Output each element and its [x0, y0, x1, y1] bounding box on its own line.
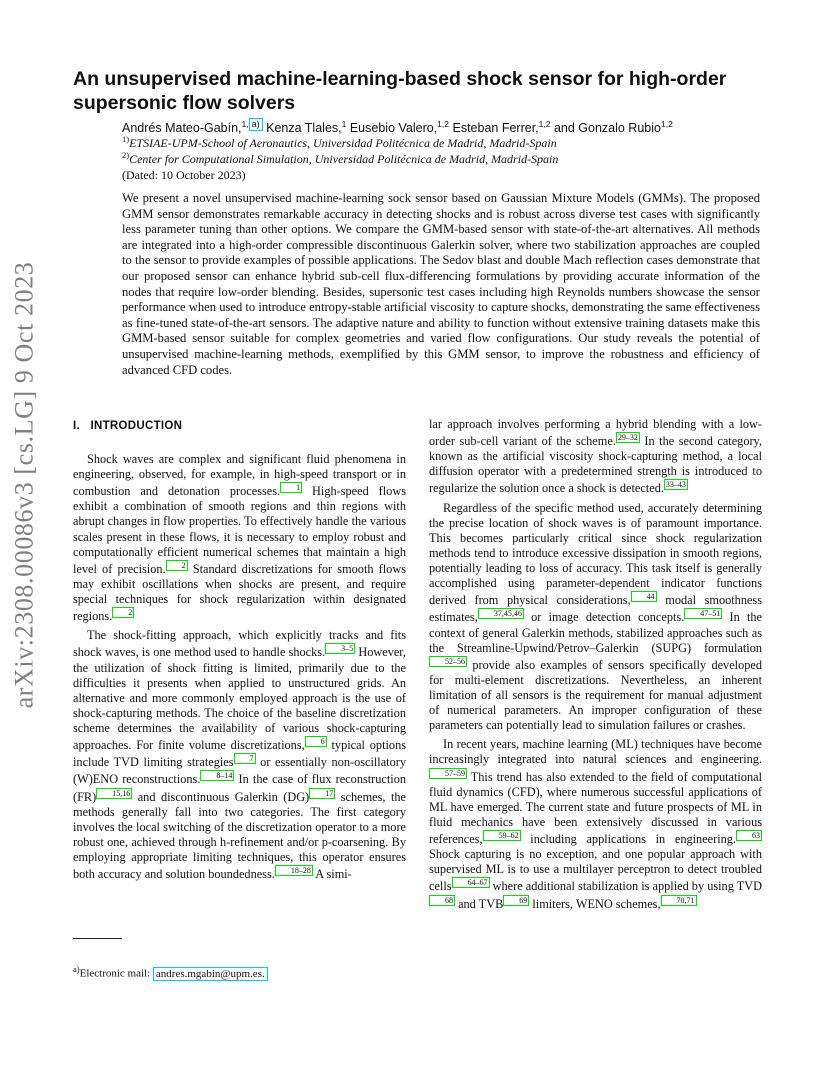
affiliation-mark: 1)	[122, 134, 130, 144]
citation-link[interactable]: 47–51	[684, 608, 722, 619]
paragraph: Shock waves are complex and significant fluid phenomena in engineering, observed, for example, in high-speed transport or in combustion and detonation processes. 1 High-speed flows exhibit a combination of smooth regions and thin regions with abrupt changes in flow properties. To effectively handle the various scales present in these flows, it is necessary to employ robust and computationally efficient numerical schemes that maintain a high level of precision. 2 Standard discretizations for smooth flows may exhibit oscillations when shocks are present, and require special techniques for shock regularization within designated regions. 2	[73, 452, 406, 624]
citation-link[interactable]: 63	[736, 830, 762, 841]
author-name: Eusebio Valero,	[349, 121, 438, 136]
citation-link[interactable]: 37,45,46	[478, 608, 524, 619]
author-name: and Gonzalo Rubio	[553, 121, 661, 136]
citation-link[interactable]: 18–28	[275, 865, 313, 876]
section-heading	[73, 420, 182, 432]
author-name: Esteban Ferrer,	[452, 121, 539, 136]
author-affiliation-mark: 1,2	[538, 119, 551, 129]
footnote-mark: a)	[73, 964, 80, 974]
citation-link[interactable]: 2	[112, 607, 134, 618]
citation-link[interactable]: 68	[429, 895, 455, 906]
author-affiliation-mark: 1,2	[660, 119, 673, 129]
citation-link[interactable]: 52–56	[429, 656, 467, 667]
affiliation	[122, 148, 558, 167]
author-affiliation-mark: 1	[341, 119, 347, 129]
section-title: INTRODUCTION	[90, 420, 183, 432]
citation-link[interactable]: 8–14	[200, 770, 234, 781]
paper-title: An unsupervised machine-learning-based shock sensor for high-order supersonic flow solvers	[73, 68, 727, 114]
citation-link[interactable]: 29–32	[617, 433, 638, 443]
arxiv-identifier: arXiv:2308.00086v3 [cs.LG] 9 Oct 2023	[9, 261, 39, 709]
section-number: I.	[73, 420, 80, 432]
citation-link[interactable]: 70,71	[661, 895, 697, 906]
email-link[interactable]: andres.mgabin@upm.es.	[153, 967, 268, 981]
citation-link[interactable]: 7	[234, 753, 256, 764]
affiliation-text: Center for Computational Simulation, Universidad Politécnica de Madrid, Madrid-Spain	[129, 152, 559, 166]
citation-link[interactable]: 15,16	[96, 788, 132, 799]
affiliation-mark: 2)	[122, 150, 130, 160]
author-name: Andrés Mateo-Gabín,	[122, 121, 242, 136]
citation-link[interactable]: 6	[305, 736, 327, 747]
footnote-divider	[73, 938, 122, 939]
citation-link[interactable]: 3–5	[325, 643, 355, 654]
citation-link[interactable]: 57–59	[429, 768, 467, 779]
citation-link[interactable]: 64–67	[452, 877, 490, 888]
paragraph: Regardless of the specific method used, accurately determining the precise location of shock waves is of paramount importance. This becomes particularly critical since shock regularization methods tend to introduce excessive dissipation in smooth regions, potentially leading to loss of accuracy. This task itself is generally accomplished using parameter-dependent indicator functions derived from physical considerations, 44 modal smoothness estimates, 37,45,46 or image detection concepts. 47–51 In the context of general Galerkin methods, stabilized approaches such as the Streamline-Upwind/Petrov–Galerkin (SUPG) formulation52–56 provide also examples of sensors specifically developed for multi-element discretizations. Nevertheless, an inherent limitation of all sensors is the requirement for manual adjustment of numerical parameters. An improper configuration of these parameters can potentially lead to simulation failures or crashes.	[429, 500, 762, 733]
citation-link[interactable]: 1	[280, 482, 302, 493]
affiliation-text: ETSIAE-UPM-School of Aeronautics, Universidad Politécnica de Madrid, Madrid-Spain	[129, 136, 557, 150]
abstract: We present a novel unsupervised machine-learning sock sensor based on Gaussian Mixture Models (GMMs). The proposed GMM sensor demonstrates remarkable accuracy in detecting shocks and is robust across diverse test cases with significantly less parameter tuning than other options. We compare the GMM-based sensor with state-of-the-art alternatives. All methods are integrated into a high-order compressible discontinuous Galerkin solver, where two stabilization approaches are coupled to the sensor to provide examples of possible applications. The Sedov blast and double Mach reflection cases demonstrate that our proposed sensor can enhance hybrid sub-cell flux-differencing formulations by providing accurate information of the nodes that require low-order blending. Besides, supersonic test cases including high Reynolds numbers showcase the sensor performance when used to introduce entropy-stable artificial viscosity to capture shocks, demonstrating the same effectiveness as fine-tuned state-of-the-art sensors. The adaptive nature and ability to function without extensive training datasets make this GMM-based sensor suitable for complex geometries and varied flow configurations. Our study reveals the potential of unsupervised machine-learning methods, exemplified by this GMM sensor, to improve the robustness and efficiency of advanced CFD codes.	[122, 191, 760, 377]
citation-link[interactable]: 33–43	[665, 480, 686, 490]
citation-link[interactable]: 17	[309, 788, 335, 799]
author-footnote-link[interactable]: a)	[249, 118, 263, 131]
paragraph: In recent years, machine learning (ML) techniques have become increasingly integrated into natural sciences and engineering.57–59 This trend has also extended to the field of computational fluid dynamics (CFD), where numerous successful applications of ML have emerged. The current state and future prospects of ML in fluid mechanics have been extensively discussed in various references, 59–62 including applications in engineering. 63 Shock capturing is no exception, and one popular approach with supervised ML is to use a multilayer perceptron to detect troubled cells 64–67 where additional stabilization is applied by using TVD68 and TVB 69 limiters, WENO schemes, 70,71	[429, 737, 762, 911]
footnote	[73, 964, 268, 980]
paragraph: The shock-fitting approach, which explicitly tracks and fits shock waves, is one method used to handle shocks. 3–5 However, the utilization of shock fitting is limited, primarily due to the difficulties it presents when applied to unstructured grids. An alternative and more commonly employed approach is the use of shock-capturing methods. The choice of the baseline discretization scheme determines the availability of various shock-capturing approaches. For finite volume discretizations, 6 typical options include TVD limiting strategies 7 or essentially non-oscillatory (W)ENO reconstructions. 8–14 In the case of flux reconstruction (FR) 15,16 and discontinuous Galerkin (DG) 17 schemes, the methods generally fall into two categories. The first category involves the local switching of the discretization operator to a more robust one, achieved through h-refinement and/or p-coarsening. By employing appropriate limiting techniques, this operator ensures both accuracy and solution boundedness. 18–28 A simi-	[73, 628, 407, 882]
citation-link[interactable]: 59–62	[483, 830, 521, 841]
date-line: (Dated: 10 October 2023)	[122, 168, 246, 182]
left-column	[73, 452, 406, 886]
footnote-label: Electronic mail:	[79, 967, 153, 980]
author-affiliation-mark: 1,	[241, 119, 249, 129]
citation-link[interactable]: 44	[631, 591, 657, 602]
paragraph: lar approach involves performing a hybrid blending with a low-order sub-cell variant of the scheme. 29–32 In the second category, known as the artificial viscosity shock-capturing method, a local diffusion operator with a predetermined strength is introduced to regularize the solution once a shock is detected. 33–43	[429, 417, 762, 496]
right-column	[429, 417, 762, 916]
author-affiliation-mark: 1,2	[437, 119, 449, 129]
citation-link[interactable]: 69	[503, 895, 529, 906]
citation-link[interactable]: 2	[166, 560, 188, 571]
author-name: Kenza Tlales,	[266, 121, 342, 136]
